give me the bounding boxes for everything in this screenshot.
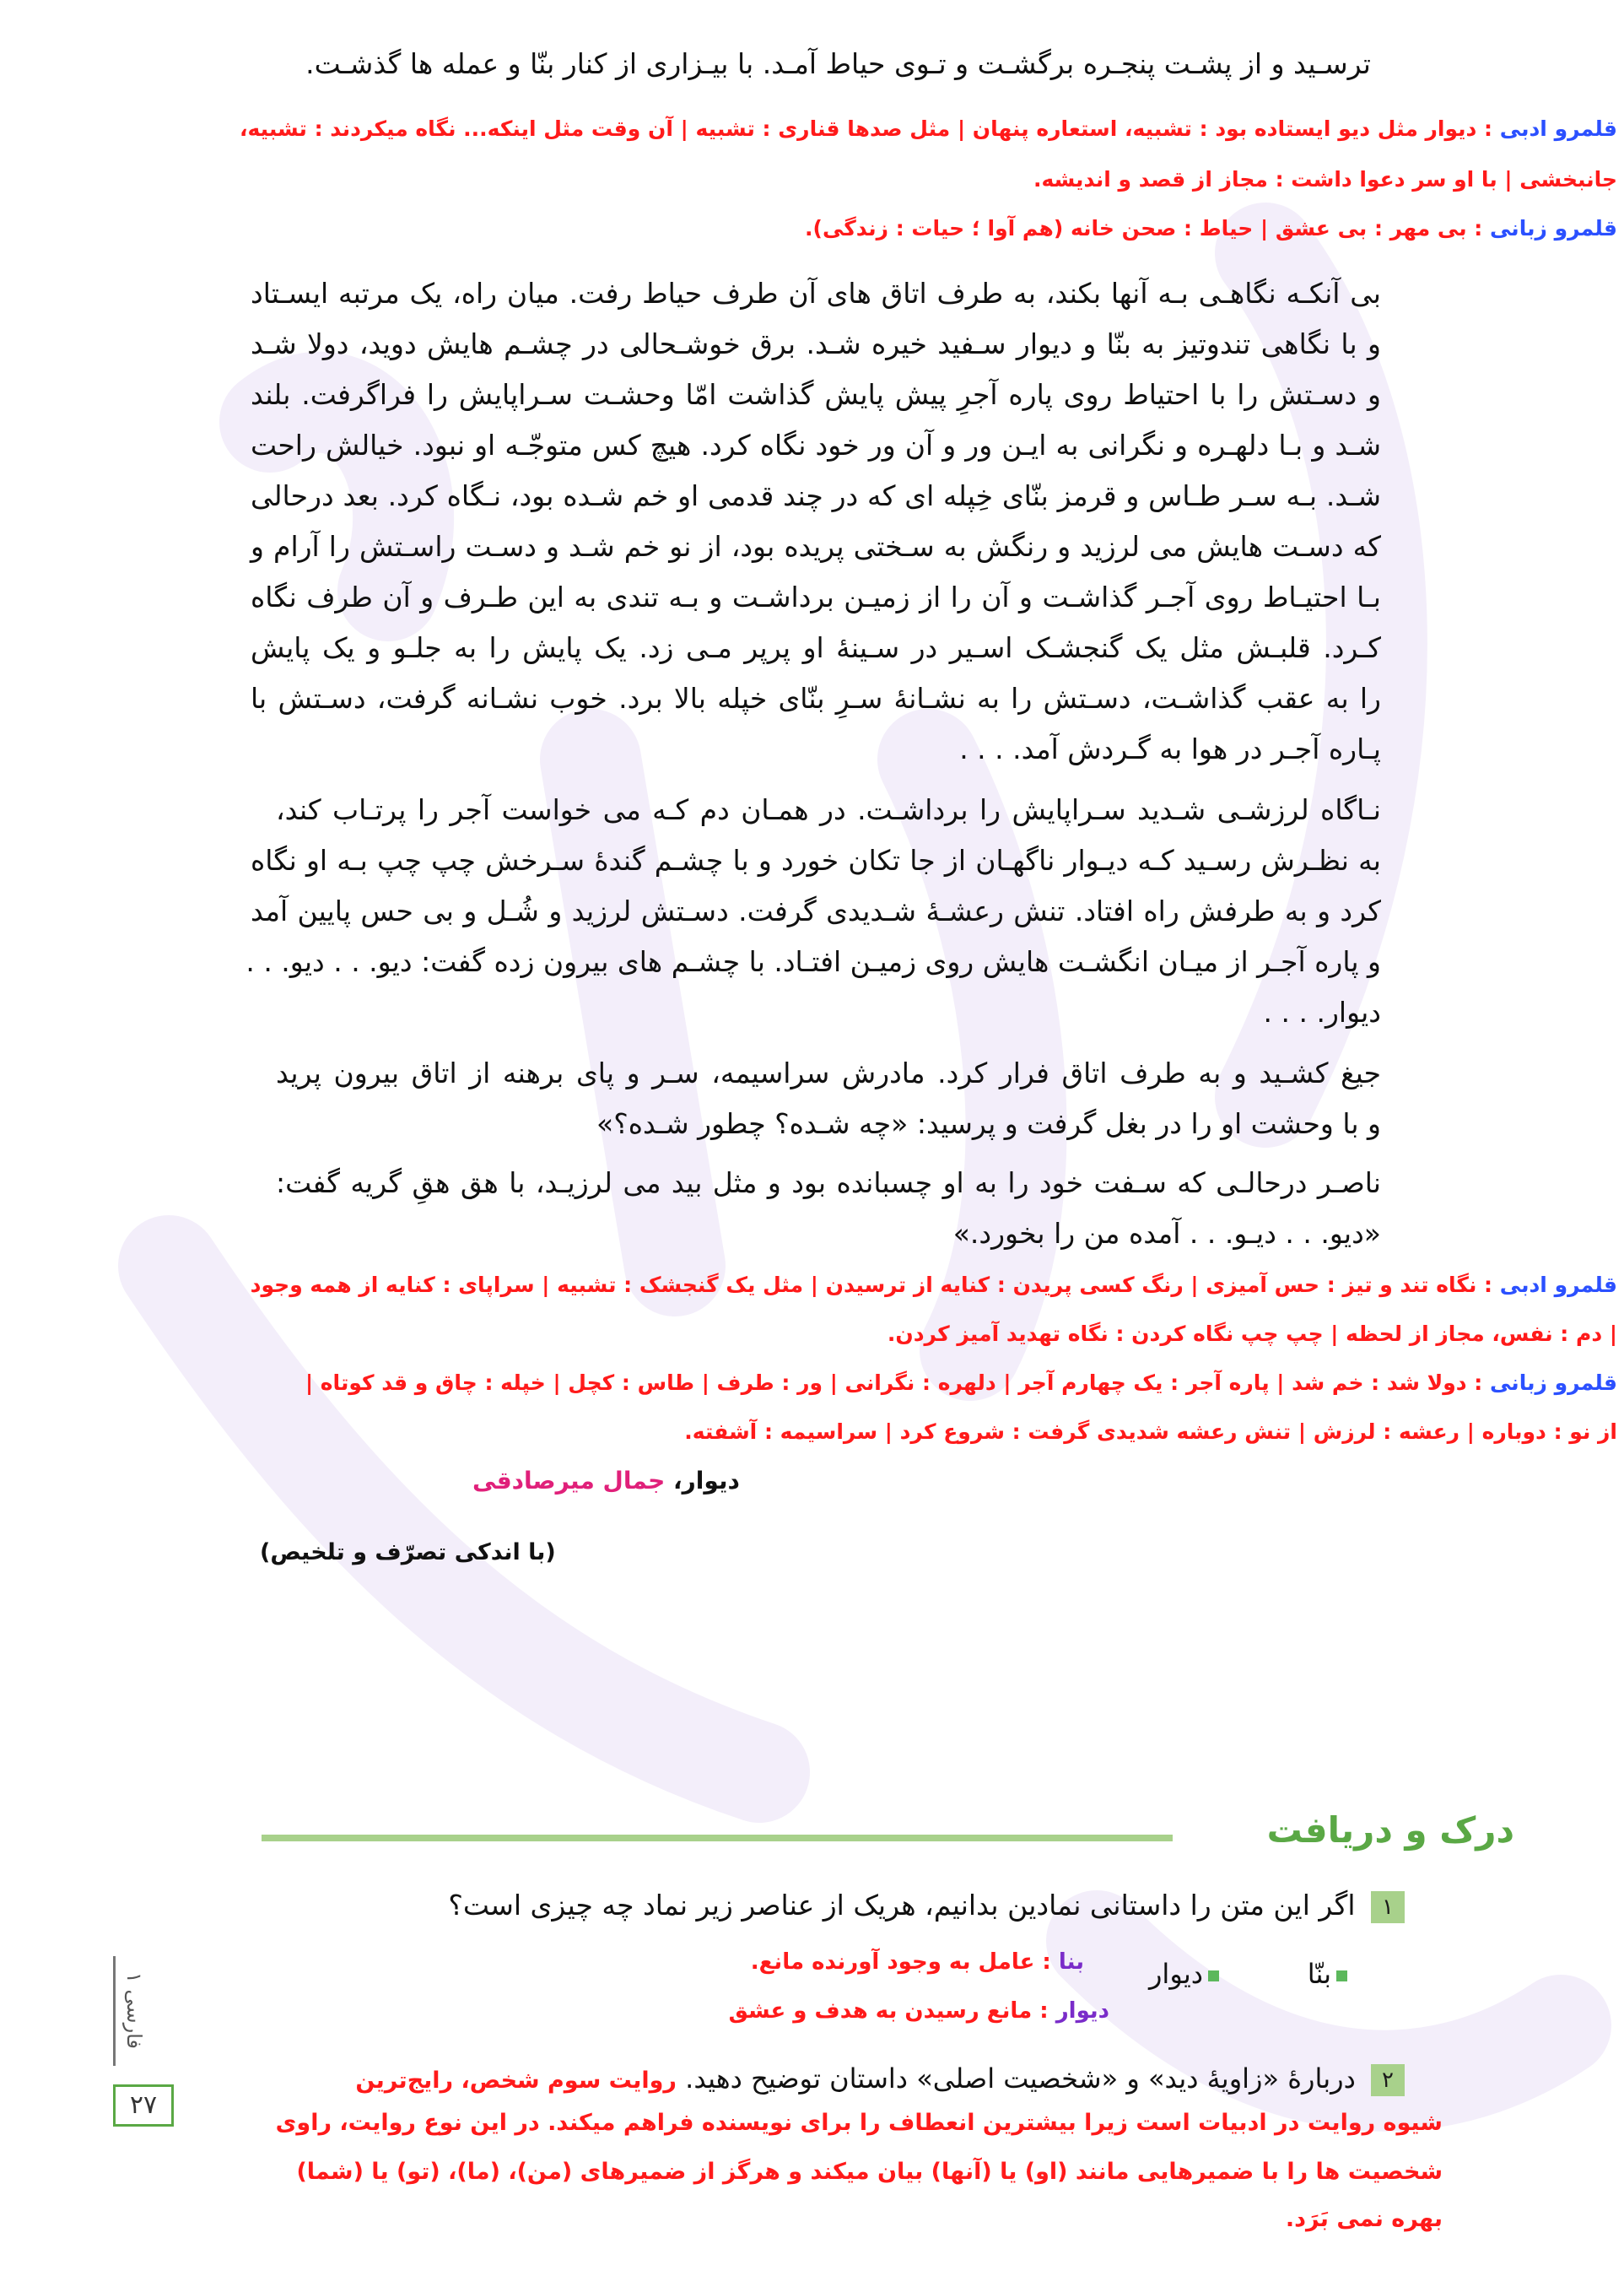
answer-1-line-2 (729, 1998, 1109, 2024)
literary-label: قلمرو ادبی (1499, 116, 1617, 141)
source-title: دیوار، (673, 1467, 740, 1495)
story-line: جیغ کشـید و به طرف اتاق فرار کرد. مادرش سراسیمه، سـر و پای برهنه از اتاق بیرون پرید (276, 1057, 1381, 1089)
story-line: «دیو. . . دیـو. . . آمده من را بخورد.» (952, 1217, 1381, 1250)
story-line: کرد و به طرفش راه افتاد. تنش رعشـهٔ شـدیدی گرفت. دسـتش لرزید و شُـل و بی حس پایین آمد (251, 895, 1381, 927)
literary-notes-1-line-2: جانبخشی | با او سر دعوا داشت : مجاز از قصد و اندیشه. (1033, 167, 1617, 192)
literary-notes-2-line-1 (251, 1273, 1617, 1297)
answer-2-line: بهره نمی بَرَد. (1285, 2206, 1443, 2232)
option-divar: دیوار (1148, 1958, 1203, 1990)
answer-text: روایت سوم شخص، رایج‌ترین (355, 2068, 677, 2094)
answer-1-line-1 (751, 1949, 1084, 1975)
literary-notes-text: : دیوار مثل دیو ایستاده بود : تشبیه، استعاره پنهان | مثل صدها قناری : تشبیه | آن وقت مثل اینکه... نگاه میکردند : تشبیه، (239, 116, 1493, 141)
story-line: پـاره آجـر در هوا به گـردش آمد. . . . (959, 732, 1381, 765)
story-source (472, 1467, 740, 1495)
linguistic-label: قلمرو زبانی (1490, 216, 1617, 241)
page-number: ۲۷ (113, 2084, 174, 2127)
story-line: و با وحشت او را در بغل گرفت و پرسید: «چه شـده؟ چطور شـده؟» (596, 1107, 1381, 1140)
literary-notes-1-line-1 (6, 116, 1617, 141)
literary-notes-2-line-2: | دم : نفس، مجاز از لحظه | چپ چپ نگاه کردن : نگاه تهدید آمیز کردن. (887, 1322, 1617, 1346)
linguistic-notes-2-line-2: از نو : دوباره | رعشه : لرزش | تنش رعشه شدیدی گرفت : شروع کرد | سراسیمه : آشفته. (684, 1419, 1617, 1444)
book-side-label (113, 1956, 153, 2066)
story-line: را به عقب گذاشـت، دسـتش را به نشـانهٔ سـرِ بنّای خپله بالا برد. خوب نشـانه گرفت، دسـتش با (251, 682, 1381, 715)
question-1-options (1308, 1958, 1347, 1990)
option-banna: بنّا (1307, 1958, 1331, 1990)
source-author: جمال میرصادقی (472, 1467, 666, 1495)
bullet-icon (1208, 1970, 1219, 1981)
linguistic-label: قلمرو زبانی (1490, 1370, 1617, 1395)
story-line: شـد. بـه سـر طـاس و قرمز بنّای خِپله ای که در چند قدمی او خم شـده بود، نـگاه کرد. بعد درحالی (251, 479, 1381, 512)
linguistic-notes-2-line-1 (305, 1370, 1617, 1395)
bullet-icon (1336, 1970, 1347, 1981)
section-heading: درک و دریافت (1266, 1809, 1514, 1851)
question-1 (448, 1889, 1405, 1923)
question-1-options (1149, 1958, 1219, 1990)
section-heading-bar (262, 1835, 1173, 1841)
story-line: ناصـر درحالـی که سـفت خود را به او چسبانده بود و مثل بید می لرزیـد، با هق هقِ گریه گفت: (276, 1166, 1381, 1199)
question-number: ۲ (1371, 2064, 1405, 2096)
story-line: به نظـرش رسـید کـه دیـوار ناگهـان از جا تکان خورد و با چشـم گندهٔ سـرخش چپ چپ بـه او نگاه (251, 844, 1381, 877)
story-line: دیوار. . . . (1263, 996, 1381, 1029)
story-line: نـاگاه لرزشـی شـدید سـراپایش را برداشـت. در همـان دم کـه می خواست آجر را پرتـاب کند، (276, 793, 1381, 826)
story-line: شـد و بـا دلهـره و نگرانی به ایـن ور و آن ور خود نگاه کرد. هیچ کس متوجّـه او نبود. خیالش راحت (251, 429, 1381, 462)
answer-2-line: شخصیت ها را با ضمیرهایی مانند (او) یا (آنها) بیان میکند و هرگز از ضمیرهای (من)، (ما)، (تو) یا (شما) (296, 2159, 1443, 2185)
question-2 (355, 2062, 1405, 2096)
story-top-line: ترسـید و از پشـت پنجـره برگشـت و تـوی حیاط آمـد. با بیـزاری از کنار بنّا و عمله ها گذشـت. (305, 47, 1371, 80)
answer-label: دیوار (1055, 1998, 1109, 2024)
book-name: فارسی ۱ (122, 1972, 146, 2050)
answer-text: : مانع رسیدن به هدف و عشق (728, 1998, 1049, 2024)
story-line: بـا احتیـاط روی آجـر گذاشـت و آن را از زمیـن برداشـت و بـه تندی به این طـرف و آن طرف نگاه (251, 581, 1381, 614)
linguistic-notes-1 (805, 216, 1617, 241)
literary-label: قلمرو ادبی (1499, 1273, 1617, 1297)
linguistic-notes-text: : دولا شد : خم شد | پاره آجر : یک چهارم آجر | دلهره : نگرانی | ور : طرف | طاس : کچل | خپله : چاق و قد کوتاه | (305, 1370, 1483, 1395)
story-line: و دسـتش را با احتیاط روی پاره آجرِ پیش پایش گذاشت امّا وحشـت سـراپایش را فراگرفت. بلند (251, 378, 1381, 411)
question-text: اگر این متن را داستانی نمادین بدانیم، هریک از عناصر زیر نماد چه چیزی است؟ (448, 1889, 1356, 1922)
question-number: ۱ (1371, 1891, 1405, 1923)
answer-label: بنا (1058, 1949, 1084, 1975)
answer-2-line: شیوه روایت در ادبیات است زیرا بیشترین انعطاف را برای نویسنده فراهم میکند. در این نوع روایت، راوی (275, 2110, 1443, 2136)
story-line: که دسـت هایش می لرزید و رنگش به سـختی پریده بود، از نو خم شـد و دسـت راسـتش را آرام و (251, 530, 1381, 563)
story-line: بی آنکـه نگاهـی بـه آنها بکند، به طرف اتاق های آن طرف حیاط رفت. میان راه، یک مرتبه ایسـتاد (251, 277, 1381, 310)
answer-text: : عامل به وجود آورنده مانع. (750, 1949, 1051, 1975)
linguistic-notes-text: : بی مهر : بی عشق | حیاط : صحن خانه (هم آوا ؛ حیات : زندگی). (805, 216, 1483, 241)
story-line: و پاره آجـر از میـان انگشـت هایش روی زمیـن افتـاد. با چشـم های بیرون زده گفت: دیو. . . دیو. . . (245, 945, 1381, 978)
story-line: و با نگاهی تندوتیز به بنّا و دیوار سـفید خیره شـد. برق خوشـحالی در چشـم هایش دوید، دولا شـد (251, 327, 1381, 360)
literary-notes-text: : نگاه تند و تیز : حس آمیزی | رنگ کسی پریدن : کنایه از ترسیدن | مثل یک گنجشک : تشبیه | سراپای : کنایه از همه وجود (250, 1273, 1493, 1297)
story-line: کـرد. قلبـش مثل یک گنجشـک اسـیر در سـینهٔ او پرپر مـی زد. یک پایش را به جلـو و یک پایش (251, 631, 1381, 664)
question-text: دربارهٔ «زاویهٔ دید» و «شخصیت اصلی» داستان توضیح دهید. (685, 2062, 1356, 2095)
source-note: (با اندکی تصرّف و تلخیص) (260, 1539, 556, 1565)
